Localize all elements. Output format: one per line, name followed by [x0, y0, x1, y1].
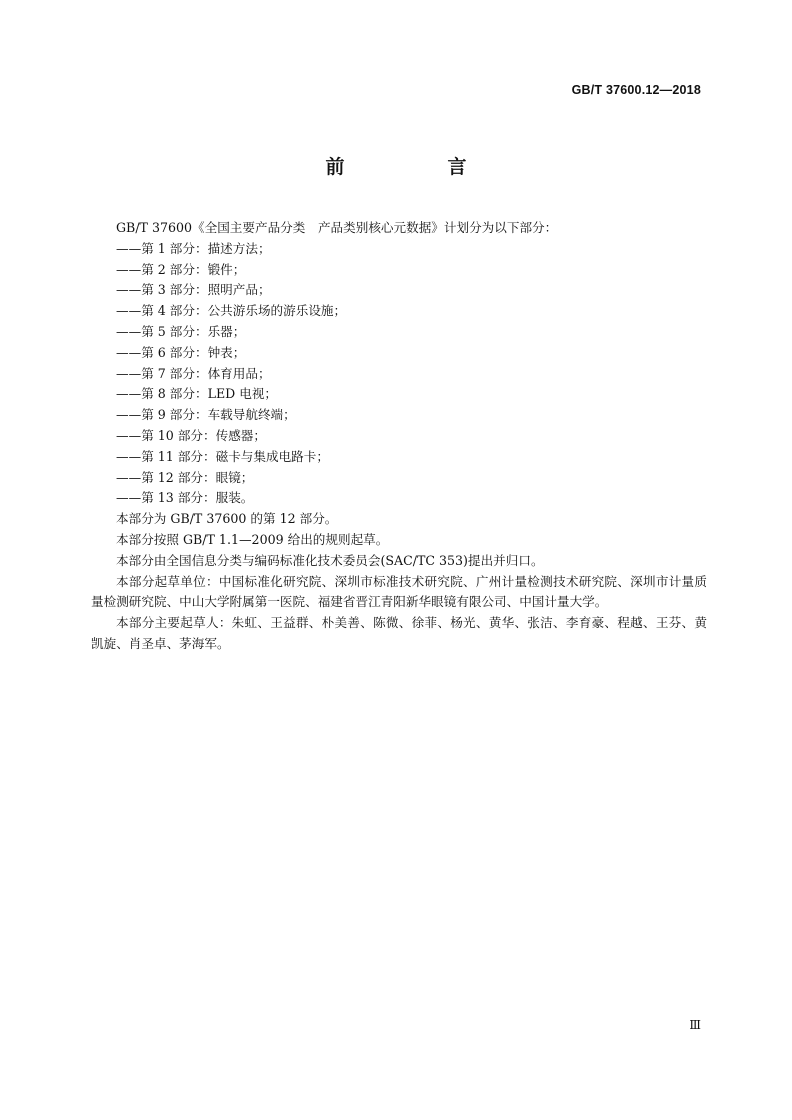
drafting-rules-paragraph: 本部分按照 GB/T 1.1—2009 给出的规则起草。 [116, 531, 389, 547]
drafting-units-paragraph: 本部分起草单位：中国标准化研究院、深圳市标准技术研究院、广州计量检测技术研究院、深圳市计量质量检测研究院、中山大学附属第一医院、福建省晋江青阳新华眼镜有限公司、中国计量大学。 [91, 573, 707, 610]
proposal-paragraph: 本部分由全国信息分类与编码标准化技术委员会(SAC/TC 353)提出并归口。 [116, 552, 544, 568]
list-item: ——第 3 部分：照明产品； [116, 282, 271, 298]
list-item: ——第 13 部分：服装。 [116, 490, 254, 506]
list-item: ——第 9 部分：车载导航终端； [116, 407, 296, 423]
intro-paragraph: GB/T 37600《全国主要产品分类 产品类别核心元数据》计划分为以下部分： [116, 220, 558, 235]
list-item: ——第 6 部分：钟表； [116, 344, 246, 360]
list-item: ——第 1 部分：描述方法； [116, 240, 271, 256]
part-statement-paragraph: 本部分为 GB/T 37600 的第 12 部分。 [116, 511, 338, 527]
list-item: ——第 12 部分：眼镜； [116, 469, 254, 485]
parts-list [91, 239, 707, 509]
list-item: ——第 7 部分：体育用品； [116, 365, 271, 381]
standard-code-header: GB/T 37600.12—2018 [571, 83, 701, 97]
list-item: ——第 2 部分：锻件； [116, 261, 246, 277]
list-item: ——第 8 部分：LED 电视； [116, 386, 278, 402]
page-title: 前 言 [325, 156, 509, 178]
list-item: ——第 10 部分：传感器； [116, 427, 266, 443]
list-item: ——第 11 部分：磁卡与集成电路卡； [116, 448, 329, 464]
drafters-paragraph: 本部分主要起草人：朱虹、王益群、朴美善、陈微、徐菲、杨光、黄华、张洁、李育豪、程越、王芬、黄凯旋、肖圣卓、茅海军。 [91, 615, 707, 651]
page-number: Ⅲ [689, 1018, 701, 1032]
list-item: ——第 4 部分：公共游乐场的游乐设施； [116, 303, 347, 319]
document-body [91, 218, 707, 655]
list-item: ——第 5 部分：乐器； [116, 323, 246, 339]
